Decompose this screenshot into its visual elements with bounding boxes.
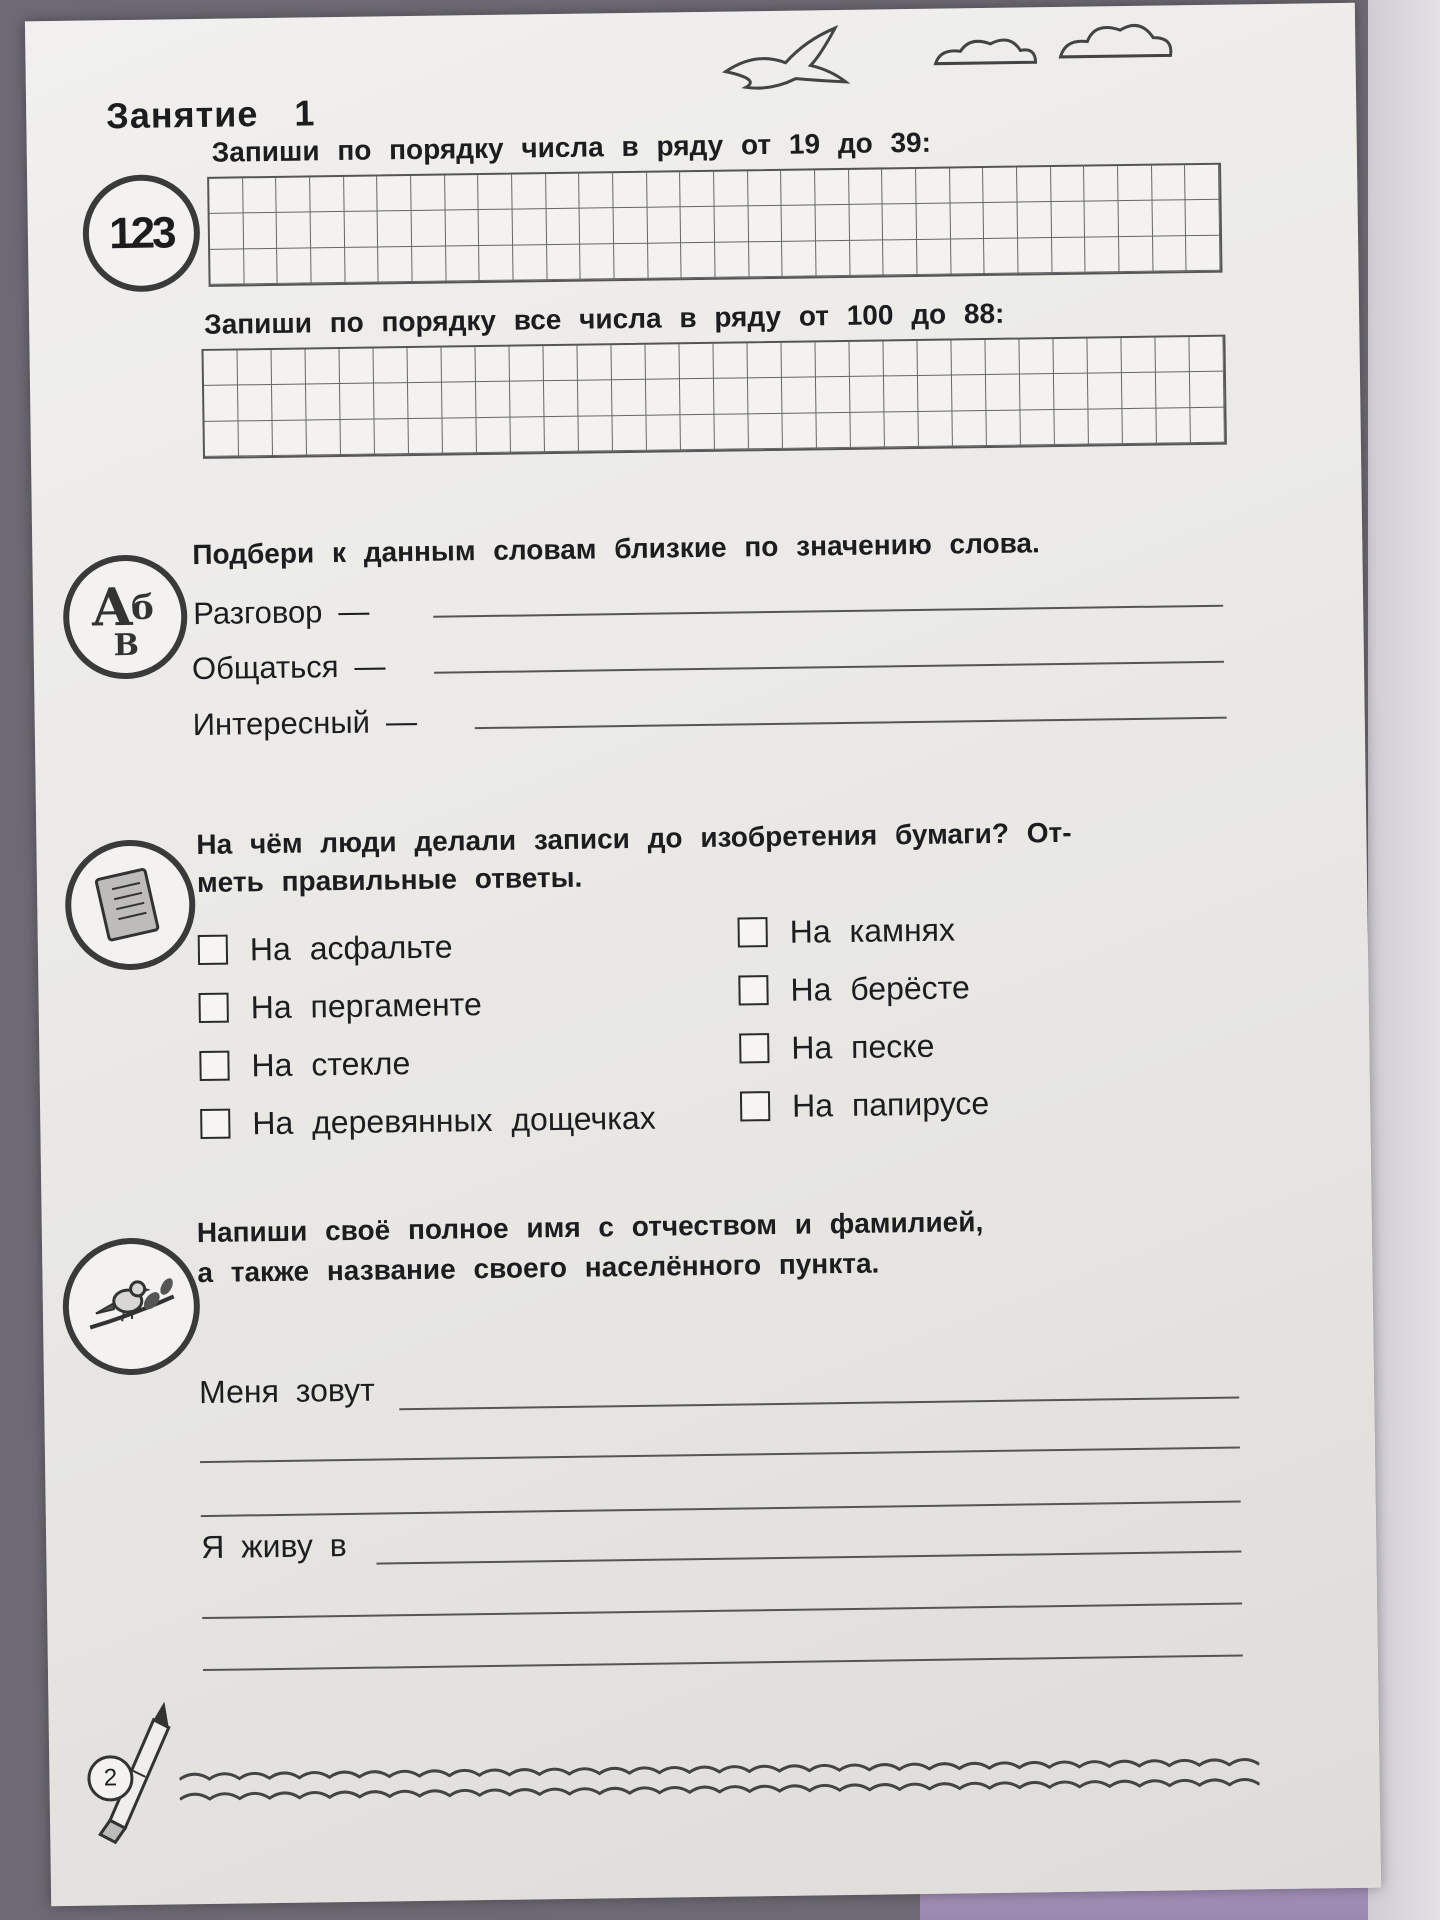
grid-cell[interactable] [850, 377, 884, 413]
word-row-2 [192, 648, 386, 687]
grid-cell[interactable] [412, 211, 446, 247]
grid-cell[interactable] [647, 172, 681, 208]
grid-cell[interactable] [345, 247, 379, 283]
option-kamni[interactable] [737, 900, 987, 961]
answer-line-razgovor[interactable] [433, 605, 1223, 618]
grid-cell[interactable] [239, 421, 273, 457]
grid-cell[interactable] [276, 177, 310, 213]
word-obschatsya: Общаться [191, 649, 339, 687]
grid-cell[interactable] [781, 342, 815, 378]
grid-cell[interactable] [377, 176, 411, 212]
grid-cell[interactable] [374, 419, 408, 455]
grid-cell[interactable] [613, 173, 647, 209]
grid-cell[interactable] [1156, 408, 1190, 444]
icon-letter-v: В [113, 627, 140, 664]
letters-abv-icon [62, 554, 188, 680]
grid-cell[interactable] [1156, 372, 1190, 408]
grid-cell[interactable] [748, 378, 782, 414]
grid-cell[interactable] [513, 245, 547, 281]
workbook-page [25, 3, 1381, 1906]
grid-cell[interactable] [210, 249, 244, 285]
grid-cell[interactable] [884, 412, 918, 448]
grid-cell[interactable] [1152, 165, 1186, 201]
grid-cell[interactable] [884, 376, 918, 412]
task4-prompt-line2: а также название своего населённого пункта. [197, 1247, 880, 1289]
answer-line-obschatsya[interactable] [434, 661, 1224, 674]
grid-cell[interactable] [680, 414, 714, 450]
grid-cell[interactable] [614, 243, 648, 279]
grid-cell[interactable] [408, 383, 442, 419]
grid-cell[interactable] [816, 377, 850, 413]
grid-cell[interactable] [1155, 337, 1189, 373]
grid-cell[interactable] [951, 340, 985, 376]
numbers-123-icon [82, 174, 201, 293]
grid-cell[interactable] [479, 210, 513, 246]
place-line-2[interactable] [202, 1603, 1242, 1620]
grid-cell[interactable] [210, 214, 244, 250]
grid-cell[interactable] [1054, 374, 1088, 410]
grid-cell[interactable] [306, 349, 340, 385]
checkbox[interactable] [198, 935, 228, 965]
option-bereste[interactable] [738, 958, 988, 1019]
grid-cell[interactable] [1152, 201, 1186, 237]
grid-cell[interactable] [445, 210, 479, 246]
grid-cell[interactable] [612, 415, 646, 451]
grid-cell[interactable] [475, 347, 509, 383]
option-steklo[interactable] [199, 1031, 655, 1095]
grid-cell[interactable] [1153, 236, 1187, 272]
grid-cell[interactable] [1020, 374, 1054, 410]
grid-cell[interactable] [273, 420, 307, 456]
option-label: На папирусе [791, 1084, 990, 1124]
grid-cell[interactable] [714, 379, 748, 415]
dash: — [338, 593, 370, 630]
grid-cell[interactable] [782, 413, 816, 449]
grid-cell[interactable] [986, 410, 1020, 446]
grid-cell[interactable] [445, 175, 479, 211]
grid-cell[interactable] [408, 418, 442, 454]
wave-border-decoration [179, 1749, 1260, 1824]
option-asfalt[interactable] [197, 915, 653, 979]
grid-cell[interactable] [918, 376, 952, 412]
grid-cell[interactable] [510, 417, 544, 453]
grid-cell[interactable] [681, 242, 715, 278]
grid-cell[interactable] [1053, 339, 1087, 375]
letters-abv-drawing [75, 566, 176, 667]
bird-branch-drawing [81, 1256, 182, 1357]
grid-cell[interactable] [344, 212, 378, 248]
grid-cell[interactable] [1054, 409, 1088, 445]
task3-prompt-line1: На чём люди делали записи до изобретения бумаги? От- [196, 816, 1072, 861]
grid-cell[interactable] [986, 375, 1020, 411]
grid-cell[interactable] [883, 341, 917, 377]
book-icon [64, 839, 196, 971]
grid-cell[interactable] [204, 386, 238, 422]
icon-text: 123 [108, 207, 174, 258]
grid-cell[interactable] [1119, 201, 1153, 237]
grid-cell[interactable] [1020, 410, 1054, 446]
wave-line [180, 1779, 1260, 1799]
grid-cell[interactable] [1085, 237, 1119, 273]
grid-cell[interactable] [715, 207, 749, 243]
grid-cell[interactable] [1121, 338, 1155, 374]
icon-letter-a: А [90, 576, 134, 639]
option-papirus[interactable] [740, 1074, 990, 1135]
grid-cell[interactable] [1190, 372, 1224, 408]
grid-cell[interactable] [648, 243, 682, 279]
grid-cell[interactable] [748, 206, 782, 242]
checkbox[interactable] [740, 1091, 770, 1121]
grid-cell[interactable] [476, 382, 510, 418]
task3-prompt-line2: меть правильные ответы. [196, 861, 583, 899]
grid-cell[interactable] [546, 174, 580, 210]
option-label: На стекле [251, 1044, 411, 1083]
task1-prompt-b: Запиши по порядку все числа в ряду от 100 до 88: [203, 297, 1005, 340]
grid-cell[interactable] [272, 385, 306, 421]
grid-cell[interactable] [713, 343, 747, 379]
grid-cell[interactable] [411, 176, 445, 212]
grid-cell[interactable] [412, 246, 446, 282]
grid-cell[interactable] [782, 206, 816, 242]
grid-cell[interactable] [544, 416, 578, 452]
grid-cell[interactable] [749, 241, 783, 277]
grid-cell[interactable] [917, 239, 951, 275]
dash: — [385, 703, 418, 740]
grid-cell[interactable] [238, 350, 272, 386]
option-label: На песке [791, 1027, 935, 1066]
grid-cell[interactable] [681, 207, 715, 243]
grid-cell[interactable] [578, 416, 612, 452]
name-line-3[interactable] [201, 1501, 1241, 1518]
grid-cell[interactable] [1189, 337, 1223, 373]
grid-cell[interactable] [510, 381, 544, 417]
grid-cell[interactable] [378, 211, 412, 247]
word-row-1 [193, 594, 370, 632]
grid-cell[interactable] [1052, 237, 1086, 273]
grid-cell[interactable] [983, 168, 1017, 204]
grid-cell[interactable] [408, 348, 442, 384]
grid-cell[interactable] [882, 169, 916, 205]
grid-cell[interactable] [984, 203, 1018, 239]
grid-cell[interactable] [310, 177, 344, 213]
grid-cell[interactable] [579, 173, 613, 209]
grid-cell[interactable] [272, 349, 306, 385]
grid-cell[interactable] [209, 178, 243, 214]
grid-cell[interactable] [849, 341, 883, 377]
grid-cell[interactable] [446, 246, 480, 282]
checkbox[interactable] [739, 1033, 769, 1063]
grid-cell[interactable] [580, 244, 614, 280]
checkbox[interactable] [738, 975, 768, 1005]
grid-cell[interactable] [1018, 202, 1052, 238]
grid-cell[interactable] [479, 245, 513, 281]
grid-cell[interactable] [1017, 167, 1051, 203]
grid-cell[interactable] [815, 342, 849, 378]
name-line-2[interactable] [200, 1447, 1240, 1464]
bird-on-branch-icon [62, 1237, 201, 1376]
task2-prompt: Подбери к данным словам близкие по значению слова. [192, 527, 1041, 571]
grid-cell[interactable] [1186, 200, 1220, 236]
grid-cell[interactable] [544, 381, 578, 417]
grid-cell[interactable] [918, 411, 952, 447]
bird-clouds-decoration [715, 15, 1176, 96]
grid-cell[interactable] [577, 345, 611, 381]
grid-cell[interactable] [1019, 339, 1053, 375]
grid-cell[interactable] [1085, 201, 1119, 237]
grid-cell[interactable] [611, 345, 645, 381]
grid-cell[interactable] [985, 340, 1019, 376]
grid-cell[interactable] [344, 176, 378, 212]
word-razgovor: Разговор [192, 594, 323, 632]
grid-cell[interactable] [1122, 373, 1156, 409]
grid-cell[interactable] [714, 414, 748, 450]
grid-cell[interactable] [950, 203, 984, 239]
grid-cell[interactable] [1018, 238, 1052, 274]
grid-cell[interactable] [1190, 407, 1224, 443]
answer-line-interesny[interactable] [475, 717, 1227, 729]
grid-cell[interactable] [509, 346, 543, 382]
grid-cell[interactable] [277, 248, 311, 284]
grid-cell[interactable] [816, 205, 850, 241]
options-right [737, 900, 989, 1135]
grid-cell[interactable] [952, 411, 986, 447]
grid-cell[interactable] [1122, 408, 1156, 444]
option-pesok[interactable] [739, 1016, 989, 1077]
grid-cell[interactable] [442, 418, 476, 454]
grid-cell[interactable] [917, 204, 951, 240]
grid-cell[interactable] [580, 209, 614, 245]
grid-cell[interactable] [243, 178, 277, 214]
grid-cell[interactable] [306, 384, 340, 420]
lesson-label: Занятие [105, 93, 259, 137]
grid-cell[interactable] [680, 172, 714, 208]
option-pergament[interactable] [198, 973, 654, 1037]
place-line-1[interactable] [376, 1551, 1241, 1565]
grid-cell[interactable] [1084, 166, 1118, 202]
grid-cell[interactable] [277, 213, 311, 249]
grid-cell[interactable] [647, 208, 681, 244]
grid-cell[interactable] [916, 168, 950, 204]
grid-cell[interactable] [543, 346, 577, 382]
grid-cell[interactable] [243, 213, 277, 249]
grid-cell[interactable] [781, 170, 815, 206]
grid-cell[interactable] [1186, 235, 1220, 271]
option-label: На пергаменте [250, 985, 482, 1025]
task1-prompt-a: Запиши по порядку числа в ряду от 19 до 39: [211, 126, 932, 168]
grid-cell[interactable] [513, 209, 547, 245]
grid-cell[interactable] [374, 383, 408, 419]
grid-cell[interactable] [476, 417, 510, 453]
grid-cell[interactable] [984, 238, 1018, 274]
grid-cell[interactable] [340, 419, 374, 455]
grid-cell[interactable] [244, 249, 278, 285]
word-row-3 [192, 704, 417, 743]
option-label: На деревянных дощечках [252, 1099, 656, 1141]
grid-cell[interactable] [340, 384, 374, 420]
grid-cell[interactable] [442, 382, 476, 418]
grid-cell[interactable] [883, 204, 917, 240]
grid-cell[interactable] [646, 380, 680, 416]
grid-cell[interactable] [1051, 167, 1085, 203]
grid-cell[interactable] [849, 205, 883, 241]
grid-cell[interactable] [680, 379, 714, 415]
grid-cell[interactable] [340, 349, 374, 385]
grid-cell[interactable] [1088, 409, 1122, 445]
place-label: Я живу в [200, 1527, 347, 1566]
grid-cell[interactable] [238, 385, 272, 421]
option-label: На камнях [789, 910, 956, 950]
options-left [197, 915, 656, 1153]
wave-line [179, 1759, 1259, 1779]
grid-19-39[interactable] [207, 163, 1222, 287]
checkbox[interactable] [200, 1109, 230, 1139]
grid-cell[interactable] [1119, 236, 1153, 272]
grid-cell[interactable] [849, 169, 883, 205]
checkbox[interactable] [198, 993, 228, 1023]
grid-cell[interactable] [645, 344, 679, 380]
grid-cell[interactable] [748, 171, 782, 207]
name-label: Меня зовут [198, 1371, 376, 1411]
book-drawing [90, 864, 171, 945]
grid-cell[interactable] [850, 412, 884, 448]
grid-cell[interactable] [1051, 202, 1085, 238]
checkbox[interactable] [199, 1051, 229, 1081]
grid-cell[interactable] [952, 375, 986, 411]
option-label: На берёсте [790, 968, 970, 1008]
next-page-edge [1368, 0, 1440, 1920]
grid-cell[interactable] [547, 244, 581, 280]
name-line-1[interactable] [399, 1397, 1239, 1411]
grid-cell[interactable] [679, 344, 713, 380]
grid-cell[interactable] [782, 241, 816, 277]
grid-cell[interactable] [815, 170, 849, 206]
page-number-text: 2 [103, 1764, 118, 1792]
place-line-3[interactable] [203, 1655, 1243, 1672]
grid-cell[interactable] [715, 242, 749, 278]
grid-cell[interactable] [478, 175, 512, 211]
grid-cell[interactable] [546, 209, 580, 245]
grid-cell[interactable] [307, 420, 341, 456]
grid-cell[interactable] [850, 240, 884, 276]
task4-prompt-line1: Напиши своё полное имя с отчеством и фамилией, [196, 1206, 984, 1249]
grid-cell[interactable] [612, 380, 646, 416]
grid-cell[interactable] [748, 413, 782, 449]
grid-cell[interactable] [378, 247, 412, 283]
word-interesny: Интересный [192, 704, 371, 743]
grid-cell[interactable] [204, 350, 238, 386]
grid-cell[interactable] [950, 168, 984, 204]
option-label: На асфальте [249, 927, 453, 967]
grid-100-88[interactable] [201, 335, 1226, 459]
grid-cell[interactable] [883, 240, 917, 276]
grid-cell[interactable] [1118, 166, 1152, 202]
grid-cell[interactable] [205, 421, 239, 457]
grid-cell[interactable] [1088, 373, 1122, 409]
option-doschechki[interactable] [200, 1089, 656, 1153]
grid-cell[interactable] [782, 378, 816, 414]
grid-cell[interactable] [512, 174, 546, 210]
checkbox[interactable] [737, 917, 767, 947]
grid-cell[interactable] [442, 347, 476, 383]
grid-cell[interactable] [917, 340, 951, 376]
dash: — [354, 648, 386, 684]
grid-cell[interactable] [646, 415, 680, 451]
grid-cell[interactable] [614, 208, 648, 244]
grid-cell[interactable] [816, 413, 850, 449]
grid-cell[interactable] [374, 348, 408, 384]
grid-cell[interactable] [578, 381, 612, 417]
grid-cell[interactable] [951, 239, 985, 275]
grid-cell[interactable] [714, 171, 748, 207]
lesson-number: 1 [294, 92, 316, 134]
icon-letter-b: б [130, 587, 155, 628]
grid-cell[interactable] [1087, 338, 1121, 374]
grid-cell[interactable] [747, 343, 781, 379]
grid-cell[interactable] [816, 241, 850, 277]
grid-cell[interactable] [311, 212, 345, 248]
grid-cell[interactable] [1185, 165, 1219, 201]
grid-cell[interactable] [311, 248, 345, 284]
lesson-title [106, 92, 316, 137]
